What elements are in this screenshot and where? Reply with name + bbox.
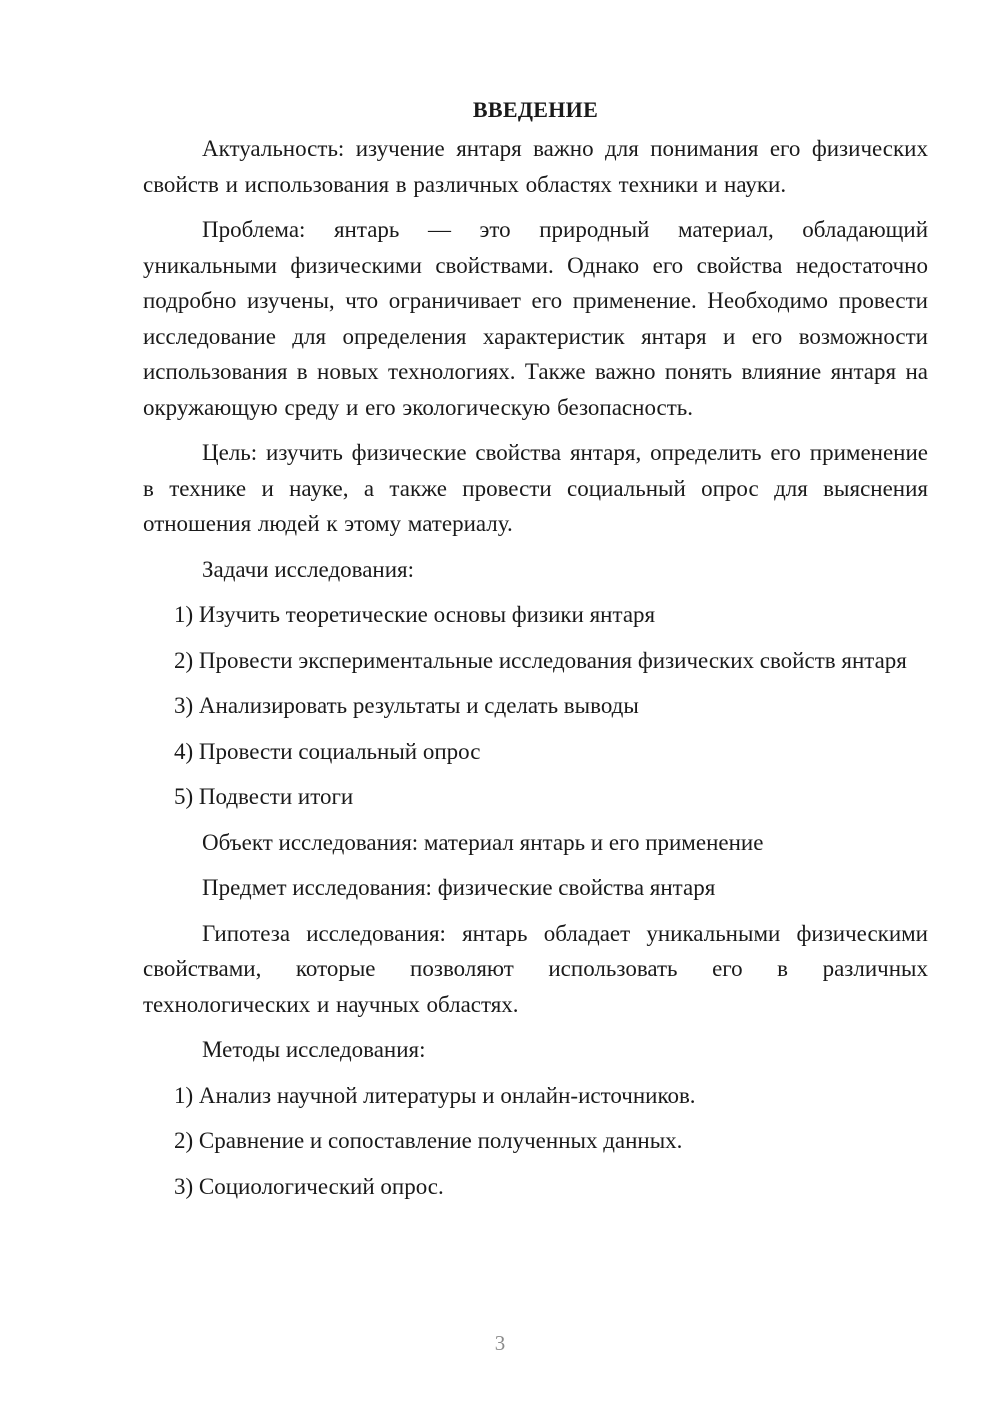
task-item-4: 4) Провести социальный опрос [174, 738, 481, 764]
tasks-title: Задачи исследования: [202, 556, 415, 582]
relevance-paragraph: Актуальность: изучение янтаря важно для понимания его физических свойств и использования в различных областях техники и науки. [143, 136, 928, 197]
problem-paragraph: Проблема: янтарь — это природный материал, обладающий уникальными физическими свойствами. Однако его свойства недостаточно подробно изучены, что ограничивает его применение. Необходимо провести исследование для определения характеристик янтаря и его возможности использования в новых технологиях. Также важно понять влияние янтаря на окружающую среду и его экологическую безопасность. [143, 217, 928, 420]
research-object: Объект исследования: материал янтарь и его применение [202, 829, 764, 855]
section-heading: ВВЕДЕНИЕ [472, 97, 599, 122]
methods-title: Методы исследования: [202, 1037, 426, 1062]
goal-paragraph: Цель: изучить физические свойства янтаря, определить его применение в технике и науке, а также провести социальный опрос для выяснения отношения людей к этому материалу. [143, 440, 928, 536]
method-item-3: 3) Социологический опрос. [174, 1173, 444, 1199]
task-item-5: 5) Подвести итоги [174, 784, 354, 809]
method-item-2: 2) Сравнение и сопоставление полученных данных. [174, 1128, 683, 1153]
task-item-3: 3) Анализировать результаты и сделать выводы [174, 693, 639, 718]
hypothesis-paragraph: Гипотеза исследования: янтарь обладает уникальными физическими свойствами, которые позволяют использовать его в различных технологических и научных областях. [143, 920, 928, 1017]
task-item-2: 2) Провести экспериментальные исследования физических свойств янтаря [174, 647, 907, 673]
task-item-1: 1) Изучить теоретические основы физики янтаря [174, 602, 656, 627]
page-number: 3 [494, 1331, 506, 1355]
document-page [143, 92, 928, 1214]
research-subject: Предмет исследования: физические свойства янтаря [202, 875, 716, 900]
method-item-1: 1) Анализ научной литературы и онлайн-источников. [174, 1082, 696, 1108]
